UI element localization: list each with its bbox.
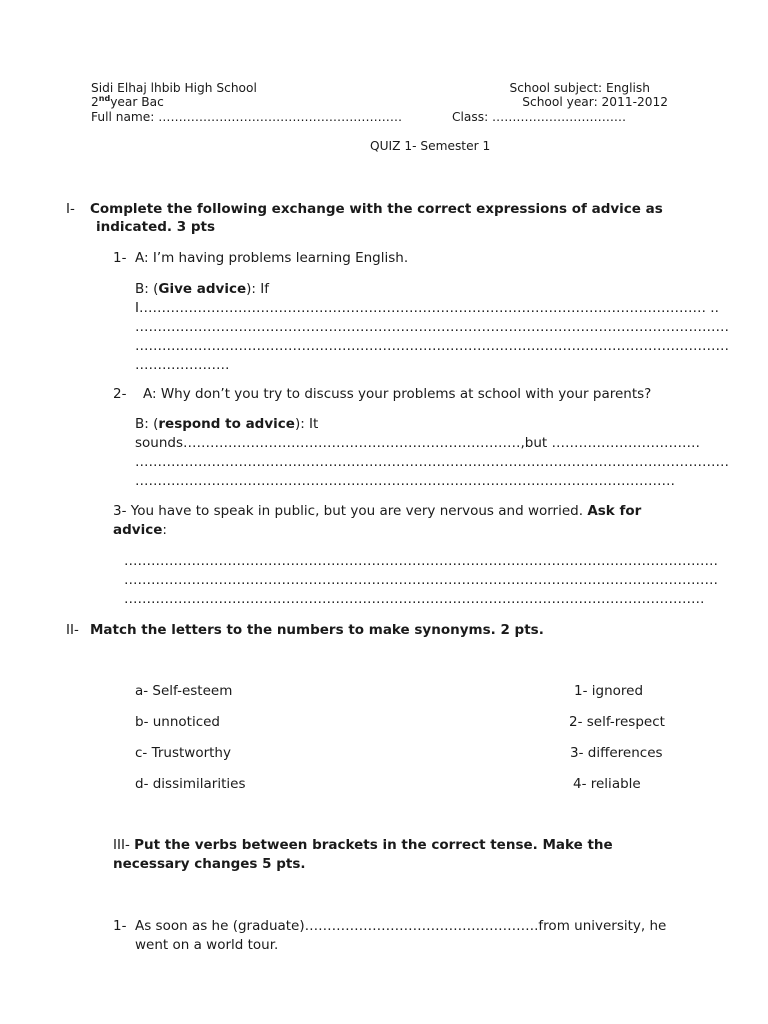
q3-text: 3- You have to speak in public, but you are very nervous and worried. <box>113 503 588 519</box>
match-left-b: b- unnoticed <box>135 714 221 730</box>
full-name-field: Full name: …………………………………………………… <box>91 110 403 124</box>
section3-instruction-text: Put the verbs between brackets in the correct tense. Make the <box>134 837 613 853</box>
q1-b-suffix: ): If <box>246 281 269 297</box>
q3-answer-line-2: …………………………………………………………………………………………………………………… <box>124 572 718 588</box>
q2-answer-line-2: …………………………………………………………………………………………………………………… <box>135 454 729 470</box>
q2-line-b <box>135 416 318 432</box>
q1-answer-line-3: …………………………………………………………………………………………………………………… <box>135 338 729 354</box>
school-year: School year: 2011-2012 <box>522 95 668 109</box>
match-left-c: c- Trustworthy <box>135 745 231 761</box>
q3-advice: advice <box>113 522 163 538</box>
grade-number: 2 <box>91 95 99 109</box>
match-left-a: a- Self-esteem <box>135 683 233 699</box>
match-right-4: 4- reliable <box>573 776 641 792</box>
q1-answer-line-4: ………………… <box>135 357 230 373</box>
q2-b-prefix: B: ( <box>135 416 159 432</box>
section3-number: III- <box>113 837 135 853</box>
q1-number: 1- <box>113 250 127 266</box>
match-right-2: 2- self-respect <box>569 714 665 730</box>
q3-line-1 <box>113 503 641 519</box>
s3-q1-number: 1- <box>113 918 127 934</box>
section1-number: I- <box>66 201 75 217</box>
section1-instruction-line1: Complete the following exchange with the correct expressions of advice as <box>90 201 663 217</box>
q3-line-2 <box>113 522 167 538</box>
school-name: Sidi Elhaj lhbib High School <box>91 81 257 95</box>
grade-level <box>91 95 164 109</box>
section3-instruction-line1 <box>113 837 613 853</box>
q2-answer-line-3: ………………………………………………………………………………………………………… <box>135 473 675 489</box>
q2-b-suffix: ): It <box>294 416 319 432</box>
q2-line-a: A: Why don’t you try to discuss your problems at school with your parents? <box>143 386 652 402</box>
q1-b-prefix: B: ( <box>135 281 159 297</box>
q2-answer-line-1: sounds…………………………………………………………………,but …………………………… <box>135 435 701 451</box>
q2-b-label: respond to advice <box>158 416 295 432</box>
q1-line-a: A: I’m having problems learning English. <box>135 250 409 266</box>
section3-instruction-line2: necessary changes 5 pts. <box>113 856 306 872</box>
section1-instruction-line2: indicated. 3 pts <box>96 219 215 235</box>
q3-answer-line-1: …………………………………………………………………………………………………………………… <box>124 553 718 569</box>
match-right-1: 1- ignored <box>574 683 644 699</box>
school-subject: School subject: English <box>509 81 650 95</box>
q1-b-label: Give advice <box>158 281 247 297</box>
q1-answer-line-1: I……………………………………………………………………………………………………………… .. <box>135 300 719 316</box>
q3-answer-line-3: ………………………………………………………………………………………………………………… <box>124 591 705 607</box>
grade-rest: year Bac <box>110 95 164 109</box>
s3-q1-line1: As soon as he (graduate)…………………………………………….from university, he <box>135 918 667 934</box>
q3-ask-for: Ask for <box>587 503 642 519</box>
grade-ordinal: nd <box>98 94 111 103</box>
section2-number: II- <box>66 622 79 638</box>
quiz-title: QUIZ 1- Semester 1 <box>370 139 491 153</box>
q2-number: 2- <box>113 386 127 402</box>
section2-instruction: Match the letters to the numbers to make synonyms. 2 pts. <box>90 622 544 638</box>
match-right-3: 3- differences <box>570 745 663 761</box>
q3-colon: : <box>162 522 167 538</box>
match-left-d: d- dissimilarities <box>135 776 246 792</box>
q1-line-b <box>135 281 269 297</box>
q1-answer-line-2: …………………………………………………………………………………………………………………… <box>135 319 729 335</box>
s3-q1-line2: went on a world tour. <box>135 937 279 953</box>
class-field: Class: …………………………… <box>452 110 627 124</box>
